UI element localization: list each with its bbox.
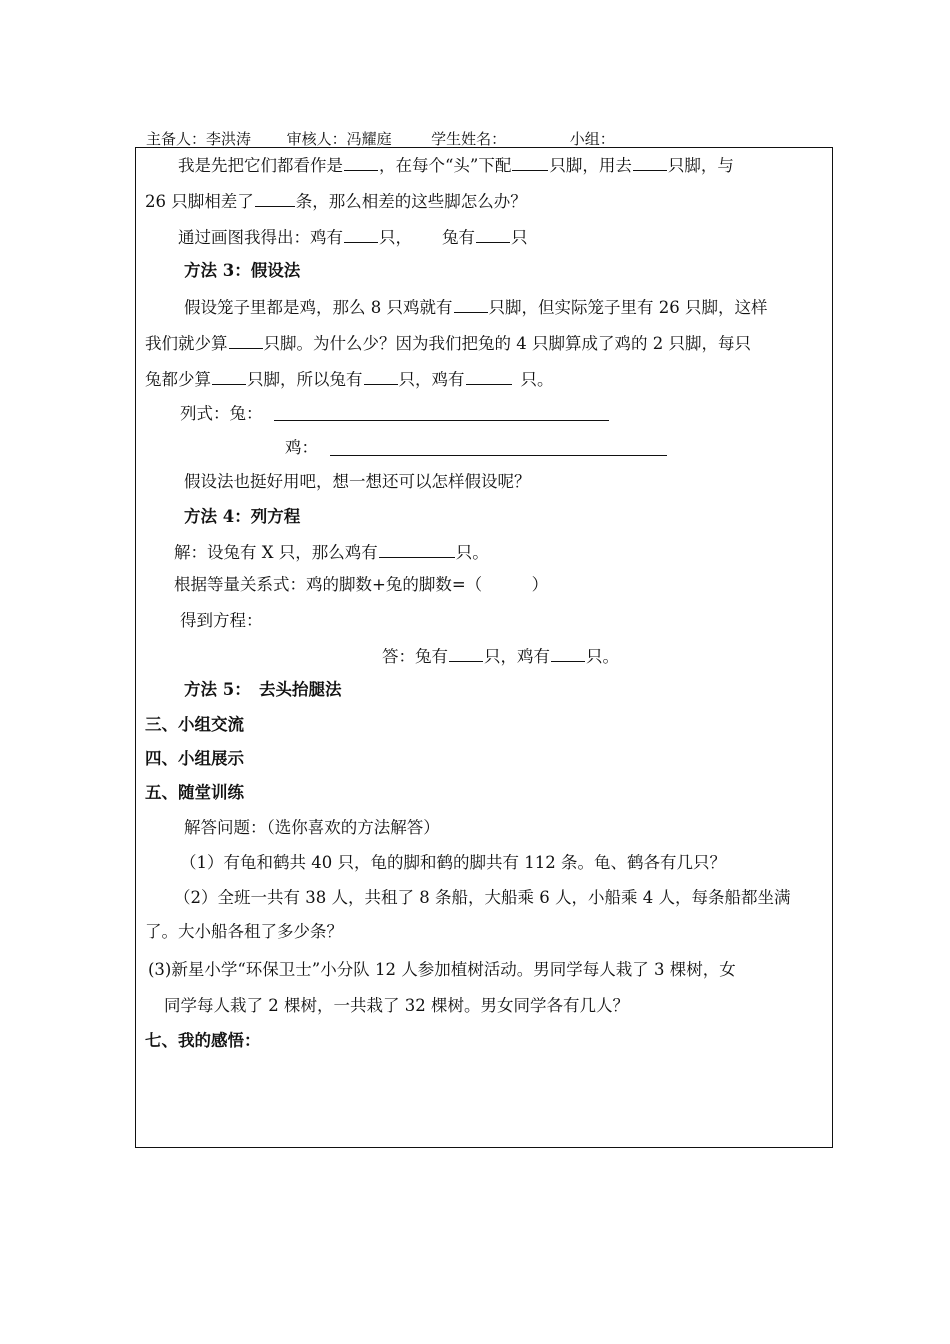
text: 假设笼子里都是鸡，那么 8 只鸡就有 (184, 298, 453, 317)
text: 只。 (586, 647, 619, 666)
text: 26 只脚相差了 (145, 192, 254, 211)
reviewer-label: 审核人：冯耀庭 (286, 130, 392, 148)
practice-intro: 解答问题：（选你喜欢的方法解答） (184, 818, 440, 837)
section-7-title: 七、我的感悟： (145, 1031, 261, 1050)
blank-field[interactable] (212, 368, 246, 385)
blank-field[interactable] (476, 226, 510, 243)
text: 通过画图我得出：鸡有 (178, 228, 343, 247)
method3-line-3 (145, 368, 554, 390)
text: 只 (511, 228, 528, 247)
section-4-title: 四、小组展示 (145, 749, 244, 768)
practice-question-2-line-1: （2）全班一共有 38 人，共租了 8 条船，大船乘 6 人，小船乘 4 人，每条船都坐满 (174, 888, 791, 907)
formula-chicken-line[interactable] (330, 455, 667, 456)
text: 我是先把它们都看作是 (178, 156, 343, 175)
blank-field[interactable] (364, 368, 398, 385)
preparer-label: 主备人：李洪涛 (146, 130, 252, 148)
text: 答：兔有 (382, 647, 448, 666)
text: 兔有 (442, 228, 475, 247)
method3-title: 方法 3：假设法 (184, 261, 301, 280)
blank-field[interactable] (512, 154, 548, 171)
student-name-label: 学生姓名： (431, 130, 507, 148)
text: 解：设兔有 X 只，那么鸡有 (174, 543, 378, 562)
method4-line-3: 得到方程： (180, 611, 263, 630)
method3-line-1 (184, 296, 768, 318)
practice-question-1: （1）有龟和鹤共 40 只，龟的脚和鹤的脚共有 112 条。龟、鹤各有几只？ (180, 853, 726, 872)
text: 我们就少算 (145, 334, 228, 353)
practice-question-3-line-1: (3)新星小学“环保卫士”小分队 12 人参加植树活动。男同学每人栽了 3 棵树，女 (148, 960, 736, 979)
text: 只，鸡有 (484, 647, 550, 666)
method5-title: 方法 5： 去头抬腿法 (184, 680, 342, 699)
text: 兔都少算 (145, 370, 211, 389)
blank-field[interactable] (344, 226, 378, 243)
text: 只。 (520, 370, 554, 389)
section-3-title: 三、小组交流 (145, 715, 244, 734)
method4-answer (382, 645, 619, 667)
text: 只脚，但实际笼子里有 26 只脚，这样 (488, 298, 768, 317)
group-label: 小组： (569, 130, 615, 148)
blank-field[interactable] (379, 541, 455, 558)
blank-field[interactable] (229, 332, 263, 349)
text: 只。 (455, 543, 489, 562)
drawing-line-2 (145, 190, 527, 212)
page-header (146, 128, 615, 149)
practice-question-2-line-2: 了。大小船各租了多少条？ (145, 922, 343, 941)
blank-field[interactable] (633, 154, 667, 171)
text: 只脚，与 (667, 156, 734, 175)
text: 只，鸡有 (398, 370, 465, 389)
blank-field[interactable] (466, 368, 512, 385)
text: 只脚。为什么少？因为我们把兔的 4 只脚算成了鸡的 2 只脚，每只 (263, 334, 751, 353)
formula-rabbit-label: 列式：兔： (180, 404, 263, 423)
blank-field[interactable] (449, 645, 483, 662)
blank-field[interactable] (551, 645, 585, 662)
method4-line-2: 根据等量关系式：鸡的脚数+兔的脚数=（ ） (174, 575, 549, 594)
section-5-title: 五、随堂训练 (145, 783, 244, 802)
text: 只， (379, 228, 412, 247)
drawing-line-3 (178, 226, 528, 248)
drawing-line-1 (178, 154, 734, 176)
method3-line-2 (145, 332, 751, 354)
text: 只脚，所以兔有 (247, 370, 363, 389)
method4-line-1 (174, 541, 489, 563)
formula-chicken-label: 鸡： (285, 438, 318, 457)
blank-field[interactable] (255, 190, 295, 207)
text: 条，那么相差的这些脚怎么办？ (295, 192, 527, 211)
blank-field[interactable] (344, 154, 378, 171)
text: 只脚，用去 (549, 156, 632, 175)
method3-reflect: 假设法也挺好用吧，想一想还可以怎样假设呢？ (184, 472, 531, 491)
text: ，在每个“头”下配 (379, 156, 512, 175)
formula-rabbit-line[interactable] (274, 420, 609, 421)
blank-field[interactable] (454, 296, 488, 313)
practice-question-3-line-2: 同学每人栽了 2 棵树，一共栽了 32 棵树。男女同学各有几人？ (164, 996, 629, 1015)
method4-title: 方法 4：列方程 (184, 507, 301, 526)
